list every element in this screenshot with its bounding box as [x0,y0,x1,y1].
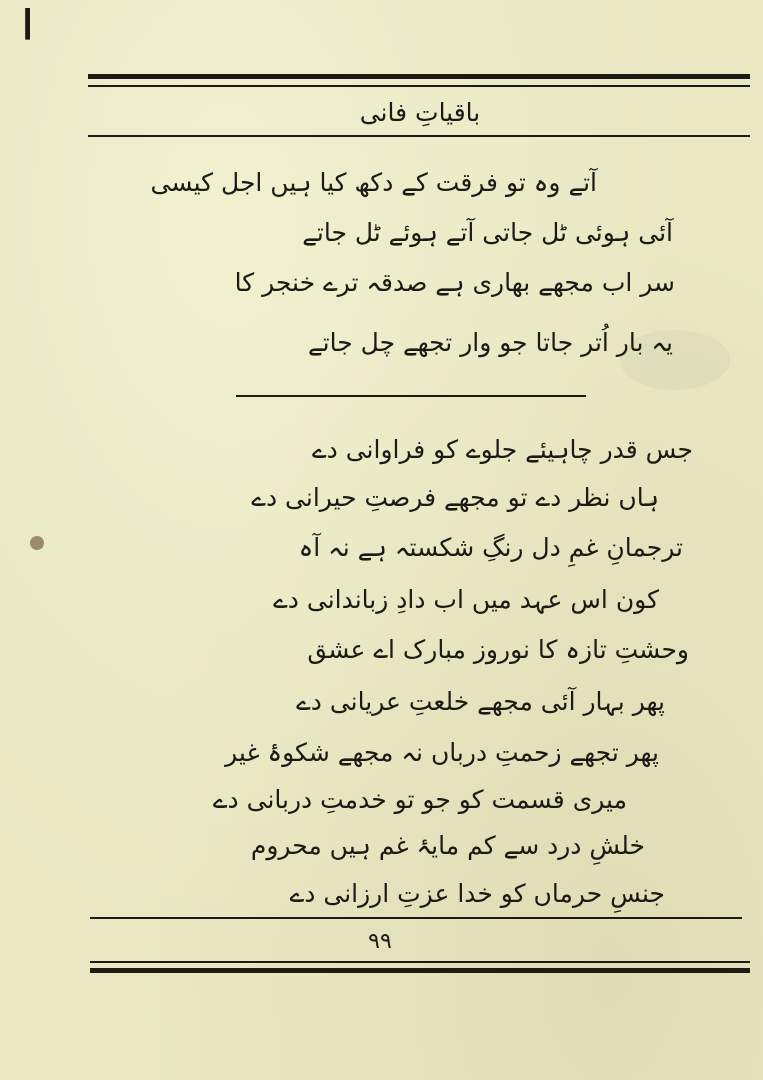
verse-line: آئی ہوئی ٹل جاتی آتے ہوئے ٹل جاتے [302,218,673,247]
verse-line: پھر بہار آئی مجھے خلعتِ عریانی دے [296,687,665,716]
verse-line: آتے وہ تو فرقت کے دکھ کیا ہیں اجل کیسی [150,168,597,197]
verse-line: کون اس عہد میں اب دادِ زباندانی دے [273,585,659,614]
footer-rule-thin [90,917,742,919]
footer-rule-thin-lower [90,961,750,963]
verse-line: جنسِ حرماں کو خدا عزتِ ارزانی دے [289,879,665,908]
ink-spot [30,536,44,550]
footer-rule-thick [90,968,750,973]
page-number: ۹۹ [368,929,392,954]
header-underline-rule [88,135,750,137]
header-rule-thin [88,85,750,87]
verse-line: جس قدر چاہیئے جلوے کو فراوانی دے [311,435,693,464]
verse-line: ترجمانِ غمِ دل رنگِ شکستہ ہے نہ آہ [298,533,683,562]
corner-mark: ا [22,2,34,49]
verse-line: پھر تجھے زحمتِ درباں نہ مجھے شکوۂ غیر [225,738,659,767]
verse-line: خلشِ درد سے کم مایۂ غم ہیں محروم [250,831,645,860]
section-divider [236,395,586,397]
verse-line: وحشتِ تازہ کا نوروز مبارک اے عشق [307,635,689,664]
running-header-title: باقیاتِ فانی [359,98,481,127]
verse-line: ہاں نظر دے تو مجھے فرصتِ حیرانی دے [251,483,659,512]
header-rule-thick [88,74,750,79]
verse-line: سر اب مجھے بھاری ہے صدقہ ترے خنجر کا [234,268,675,297]
verse-line: میری قسمت کو جو تو خدمتِ دربانی دے [212,785,627,814]
verse-line: یہ بار اُتر جاتا جو وار تجھے چل جاتے [308,328,673,357]
